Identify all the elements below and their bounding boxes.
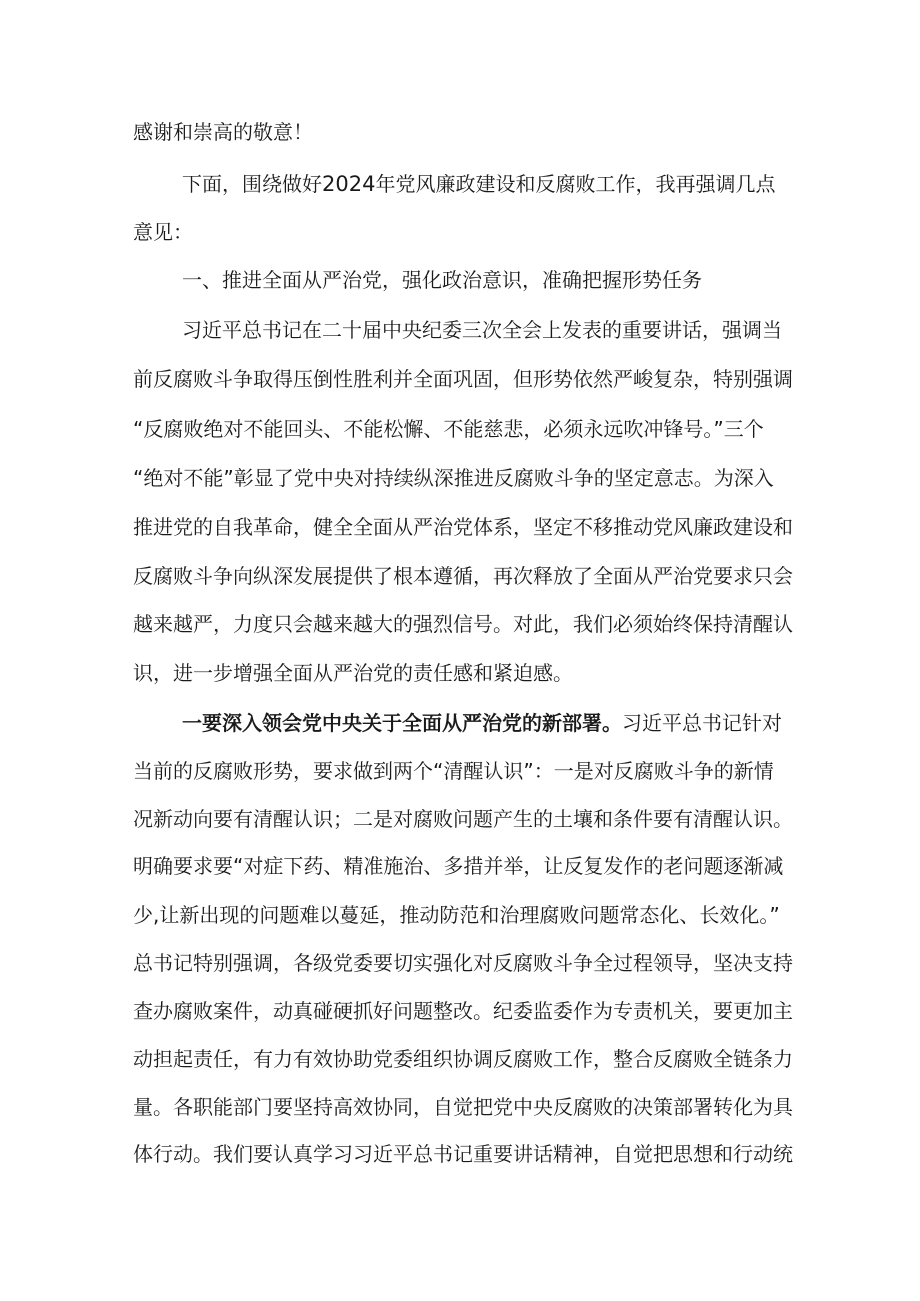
text-line-19: 查办腐败案件，动真碰硬抓好问题整改。纪委监委作为专责机关，要更加主: [133, 999, 793, 1023]
text-line-1: 感谢和崇高的敬意！: [133, 120, 313, 144]
text-line-2-part-2: 年党风廉政建设和反腐败工作，我再强调几点: [375, 172, 776, 196]
text-line-9: 推进党的自我革命，健全全面从严治党体系，坚定不移推动党风廉政建设和: [133, 515, 793, 539]
subsection-heading-1: 一要深入领会党中央关于全面从严治党的新部署。: [182, 711, 622, 735]
subsection-line-1: [182, 710, 782, 736]
text-line-11: 越来越严，力度只会越来越大的强烈信号。对此，我们必须始终保持清醒认: [133, 612, 793, 636]
text-line-7: “反腐败绝对不能回头、不能松懈、不能慈悲，必须永远吹冲锋号。”三个: [133, 417, 764, 441]
text-line-12: 识，进一步增强全面从严治党的责任感和紧迫感。: [133, 661, 573, 685]
text-line-6: 前反腐败斗争取得压倒性胜利并全面巩固，但形势依然严峻复杂，特别强调: [133, 367, 793, 391]
section-heading-1: 一、推进全面从严治党，强化政治意识，准确把握形势任务: [182, 268, 702, 292]
text-line-10: 反腐败斗争向纵深发展提供了根本遵循，再次释放了全面从严治党要求只会: [133, 564, 793, 588]
year-2024: 2024: [322, 172, 376, 196]
text-line-17: 少,让新出现的问题难以蔓延，推动防范和治理腐败问题常态化、长效化。”: [133, 903, 780, 927]
text-line-14: 当前的反腐败形势，要求做到两个“清醒认识”：一是对反腐败斗争的新情: [133, 759, 774, 783]
text-line-3: 意见：: [133, 220, 193, 244]
text-line-20: 动担起责任，有力有效协助党委组织协调反腐败工作，整合反腐败全链条力: [133, 1047, 793, 1071]
text-line-8: “绝对不能”彰显了党中央对持续纵深推进反腐败斗争的坚定意志。为深入: [133, 466, 774, 490]
text-line-21: 量。各职能部门要坚持高效协同，自觉把党中央反腐败的决策部署转化为具: [133, 1095, 793, 1119]
text-line-18: 总书记特别强调，各级党委要切实强化对反腐败斗争全过程领导，坚决支持: [133, 951, 793, 975]
text-line-2: [182, 171, 775, 197]
subsection-line-1-text: 习近平总书记针对: [622, 711, 782, 735]
text-line-5: 习近平总书记在二十届中央纪委三次全会上发表的重要讲话，强调当: [182, 318, 782, 342]
text-line-15: 况新动向要有清醒认识；二是对腐败问题产生的土壤和条件要有清醒认识。: [133, 807, 793, 831]
text-line-2-part-1: 下面，围绕做好: [182, 172, 322, 196]
text-line-22: 体行动。我们要认真学习习近平总书记重要讲话精神，自觉把思想和行动统: [133, 1142, 793, 1166]
text-line-16: 明确要求要“对症下药、精准施治、多措并举，让反复发作的老问题逐渐减: [133, 854, 784, 878]
